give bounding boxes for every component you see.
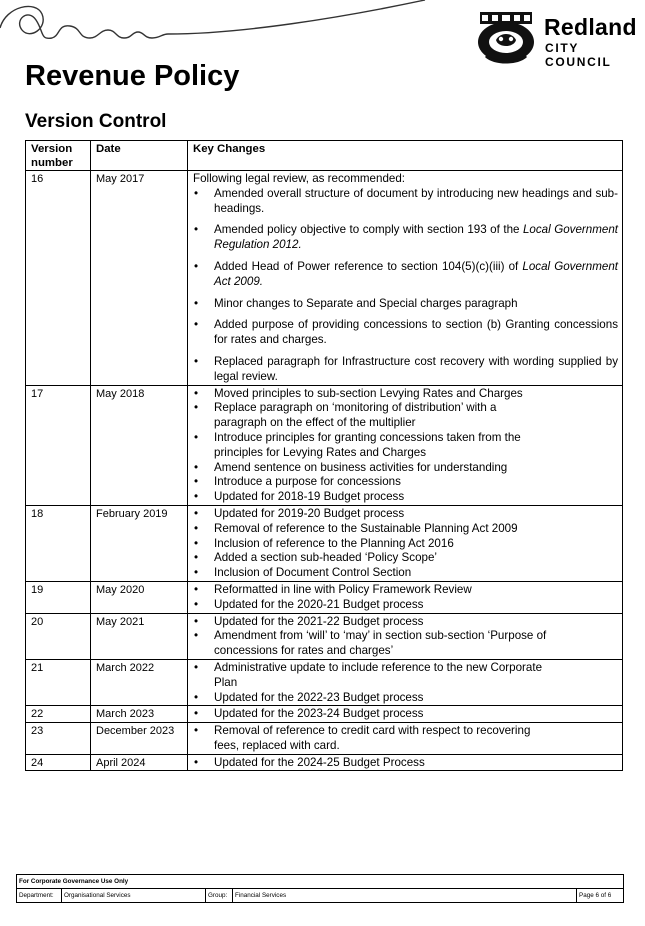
changes-cell [188, 581, 623, 613]
list-item: • Updated for the 2020-21 Budget process [193, 598, 618, 613]
date-cell: May 2017 [91, 171, 188, 386]
version-cell: 20 [26, 613, 91, 659]
version-cell: 21 [26, 659, 91, 705]
list-item: • Removal of reference to credit card with respect to recovering fees, replaced with card. [193, 724, 618, 754]
list-item: • Amended policy objective to comply with section 193 of the Local Government Regulation 2012. [193, 223, 618, 253]
date-cell: April 2024 [91, 754, 188, 771]
list-item: • Updated for the 2024-25 Budget Process [193, 756, 618, 771]
changes-list [193, 615, 618, 659]
changes-list [193, 507, 618, 581]
list-item: • Updated for the 2023-24 Budget process [193, 707, 618, 722]
list-item: • Inclusion of reference to the Planning Act 2016 [193, 537, 618, 552]
changes-cell [188, 505, 623, 581]
changes-cell [188, 171, 623, 386]
list-item: • Amendment from ‘will’ to ‘may’ in section sub-section ‘Purpose of concessions for rates and charges’ [193, 629, 618, 659]
council-logo [474, 10, 644, 69]
changes-cell [188, 385, 623, 505]
version-control-table [25, 140, 623, 771]
version-cell: 16 [26, 171, 91, 386]
council-emblem-icon [474, 10, 538, 64]
logo-subtitle: CITY COUNCIL [545, 41, 612, 69]
table-row [26, 723, 623, 755]
table-row [26, 171, 623, 386]
legislation-title: Local Government Act 2009. [214, 259, 619, 288]
group-label: Group: [206, 889, 233, 902]
date-cell: May 2021 [91, 613, 188, 659]
list-item: • Updated for 2019-20 Budget process [193, 507, 618, 522]
header-key-changes: Key Changes [188, 141, 623, 171]
list-item: • Minor changes to Separate and Special charges paragraph [193, 297, 618, 312]
page-title: Revenue Policy [25, 60, 240, 92]
list-item: • Reformatted in line with Policy Framework Review [193, 583, 618, 598]
list-item: • Added a section sub-headed ‘Policy Scope’ [193, 551, 618, 566]
table-row [26, 505, 623, 581]
date-cell: February 2019 [91, 505, 188, 581]
header-swirl-decoration [0, 0, 440, 46]
changes-list [193, 387, 618, 505]
section-title: Version Control [25, 111, 167, 132]
changes-list [193, 724, 618, 754]
logo-name: Redland [544, 14, 637, 40]
department-value: Organisational Services [62, 889, 206, 902]
list-item: • Added Head of Power reference to section 104(5)(c)(iii) of Local Government Act 2009. [193, 260, 618, 290]
table-header-row [26, 141, 623, 171]
legislation-title: Local Government Regulation 2012. [214, 223, 618, 252]
date-cell: March 2022 [91, 659, 188, 705]
table-row [26, 754, 623, 771]
list-item: • Inclusion of Document Control Section [193, 566, 618, 581]
changes-list [193, 187, 618, 385]
table-row [26, 659, 623, 705]
date-cell: March 2023 [91, 706, 188, 723]
changes-list [193, 661, 618, 705]
list-item: • Amended overall structure of document by introducing new headings and sub-headings. [193, 187, 618, 217]
changes-intro: Following legal review, as recommended: [193, 172, 406, 185]
group-value: Financial Services [233, 889, 577, 902]
version-cell: 22 [26, 706, 91, 723]
list-item: • Replace paragraph on ‘monitoring of distribution’ with a paragraph on the effect of the multiplier [193, 401, 618, 431]
version-cell: 19 [26, 581, 91, 613]
changes-cell [188, 723, 623, 755]
table-row [26, 706, 623, 723]
table-row [26, 581, 623, 613]
footer-details-row [17, 889, 623, 902]
changes-cell [188, 613, 623, 659]
date-cell: May 2020 [91, 581, 188, 613]
changes-cell [188, 706, 623, 723]
department-label: Department: [17, 889, 62, 902]
changes-cell [188, 754, 623, 771]
changes-list [193, 756, 618, 771]
table-row [26, 613, 623, 659]
list-item: • Replaced paragraph for Infrastructure cost recovery with wording supplied by legal review. [193, 355, 618, 385]
header-version: Version number [26, 141, 91, 171]
list-item: • Moved principles to sub-section Levying Rates and Charges [193, 387, 618, 402]
footer-heading: For Corporate Governance Use Only [17, 875, 623, 889]
list-item: • Administrative update to include reference to the new Corporate Plan [193, 661, 618, 691]
list-item: • Amend sentence on business activities for understanding [193, 461, 618, 476]
list-item: • Introduce principles for granting concessions taken from the principles for Levying Rates and Charges [193, 431, 618, 461]
date-cell: December 2023 [91, 723, 188, 755]
version-cell: 17 [26, 385, 91, 505]
page-number: Page 6 of 6 [579, 892, 612, 899]
list-item: • Removal of reference to the Sustainable Planning Act 2009 [193, 522, 618, 537]
changes-cell [188, 659, 623, 705]
table-row [26, 385, 623, 505]
list-item: • Updated for 2018-19 Budget process [193, 490, 618, 505]
list-item: • Added purpose of providing concessions to section (b) Granting concessions for rates and charges. [193, 318, 618, 348]
date-cell: May 2018 [91, 385, 188, 505]
list-item: • Introduce a purpose for concessions [193, 475, 618, 490]
version-cell: 18 [26, 505, 91, 581]
document-footer [16, 874, 624, 903]
header-date: Date [91, 141, 188, 171]
list-item: • Updated for the 2021-22 Budget process [193, 615, 618, 630]
changes-list [193, 583, 618, 613]
changes-list [193, 707, 618, 722]
list-item: • Updated for the 2022-23 Budget process [193, 691, 618, 706]
version-cell: 24 [26, 754, 91, 771]
version-cell: 23 [26, 723, 91, 755]
